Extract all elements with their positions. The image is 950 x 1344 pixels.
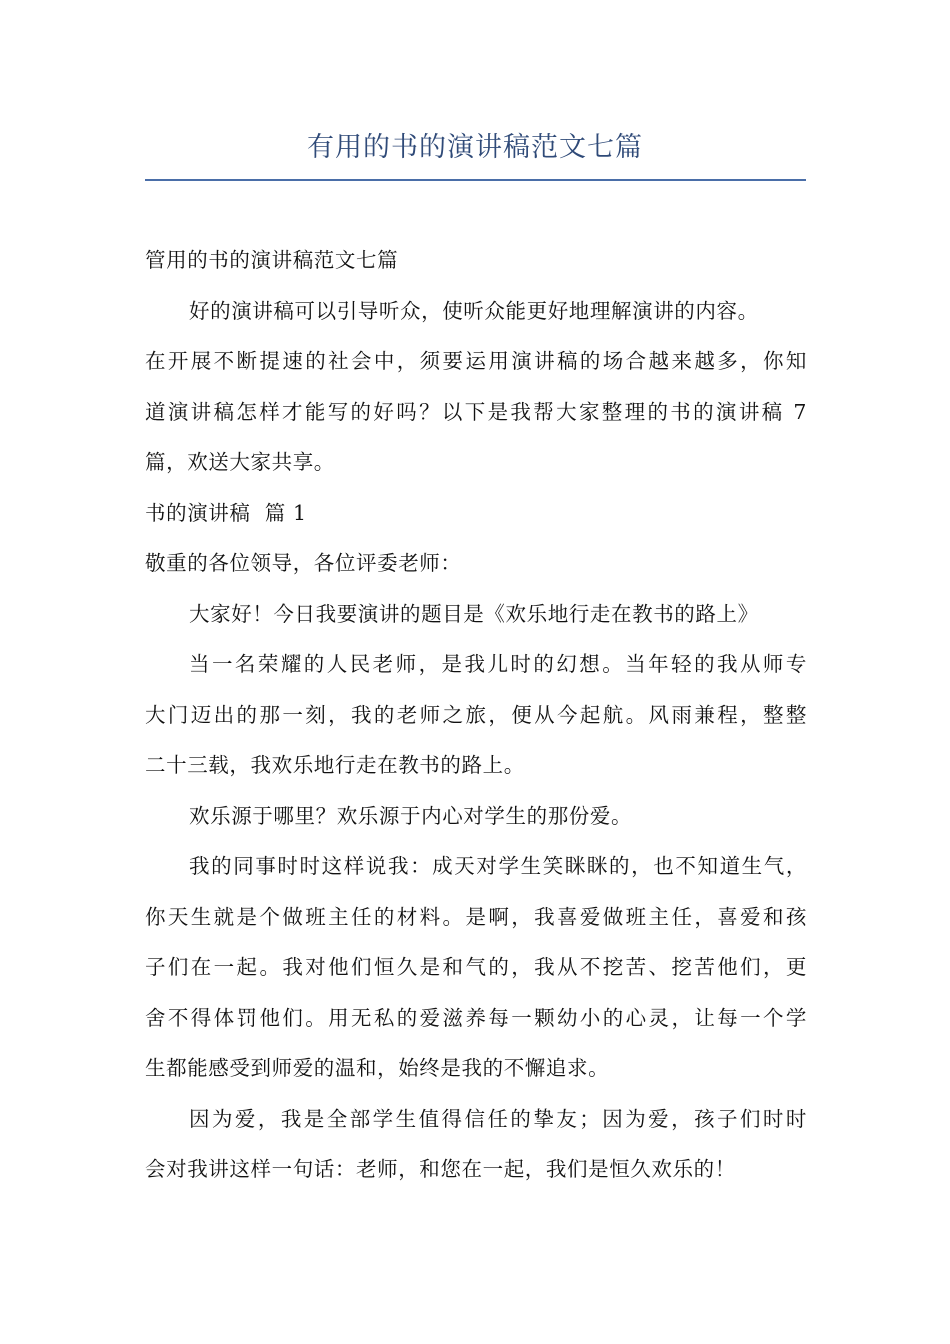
subtitle-line: 管用的书的演讲稿范文七篇 (145, 248, 399, 272)
paragraph-line: 二十三载，我欢乐地行走在教书的路上。 (145, 753, 525, 777)
paragraph-line: 道演讲稿怎样才能写的好吗？以下是我帮大家整理的书的演讲稿 7 (145, 399, 807, 424)
paragraph-line: 你天生就是个做班主任的材料。是啊，我喜爱做班主任，喜爱和孩 (145, 904, 807, 929)
paragraph-line: 好的演讲稿可以引导听众，使听众能更好地理解演讲的内容。 (189, 298, 759, 323)
document-body (145, 235, 807, 1195)
paragraph-line: 会对我讲这样一句话：老师，和您在一起，我们是恒久欢乐的！ (145, 1157, 736, 1181)
paragraph-line: 我的同事时时这样说我：成天对学生笑眯眯的，也不知道生气， (189, 854, 807, 878)
paragraph-line: 篇，欢送大家共享。 (145, 450, 335, 474)
paragraph-line: 大门迈出的那一刻，我的老师之旅，便从今起航。风雨兼程，整整 (145, 702, 807, 727)
paragraph-line: 在开展不断提速的社会中，须要运用演讲稿的场合越来越多，你知 (145, 349, 807, 373)
paragraph-line: 欢乐源于哪里？欢乐源于内心对学生的那份爱。 (189, 803, 633, 828)
title-underline (145, 179, 806, 181)
paragraph-line: 生都能感受到师爱的温和，始终是我的不懈追求。 (145, 1056, 610, 1080)
salutation-line: 敬重的各位领导，各位评委老师： (145, 551, 462, 575)
paragraph-line: 舍不得体罚他们。用无私的爱滋养每一颗幼小的心灵，让每一个学 (145, 1005, 807, 1030)
paragraph-line: 因为爱，我是全部学生值得信任的挚友；因为爱，孩子们时时 (189, 1106, 807, 1131)
section-heading: 书的演讲稿 篇 1 (145, 500, 307, 525)
paragraph-line: 大家好！今日我要演讲的题目是《欢乐地行走在教书的路上》 (189, 601, 759, 626)
paragraph-line: 当一名荣耀的人民老师，是我儿时的幻想。当年轻的我从师专 (189, 652, 807, 676)
document-title: 有用的书的演讲稿范文七篇 (307, 132, 643, 163)
paragraph-line: 子们在一起。我对他们恒久是和气的，我从不挖苦、挖苦他们，更 (145, 955, 807, 979)
